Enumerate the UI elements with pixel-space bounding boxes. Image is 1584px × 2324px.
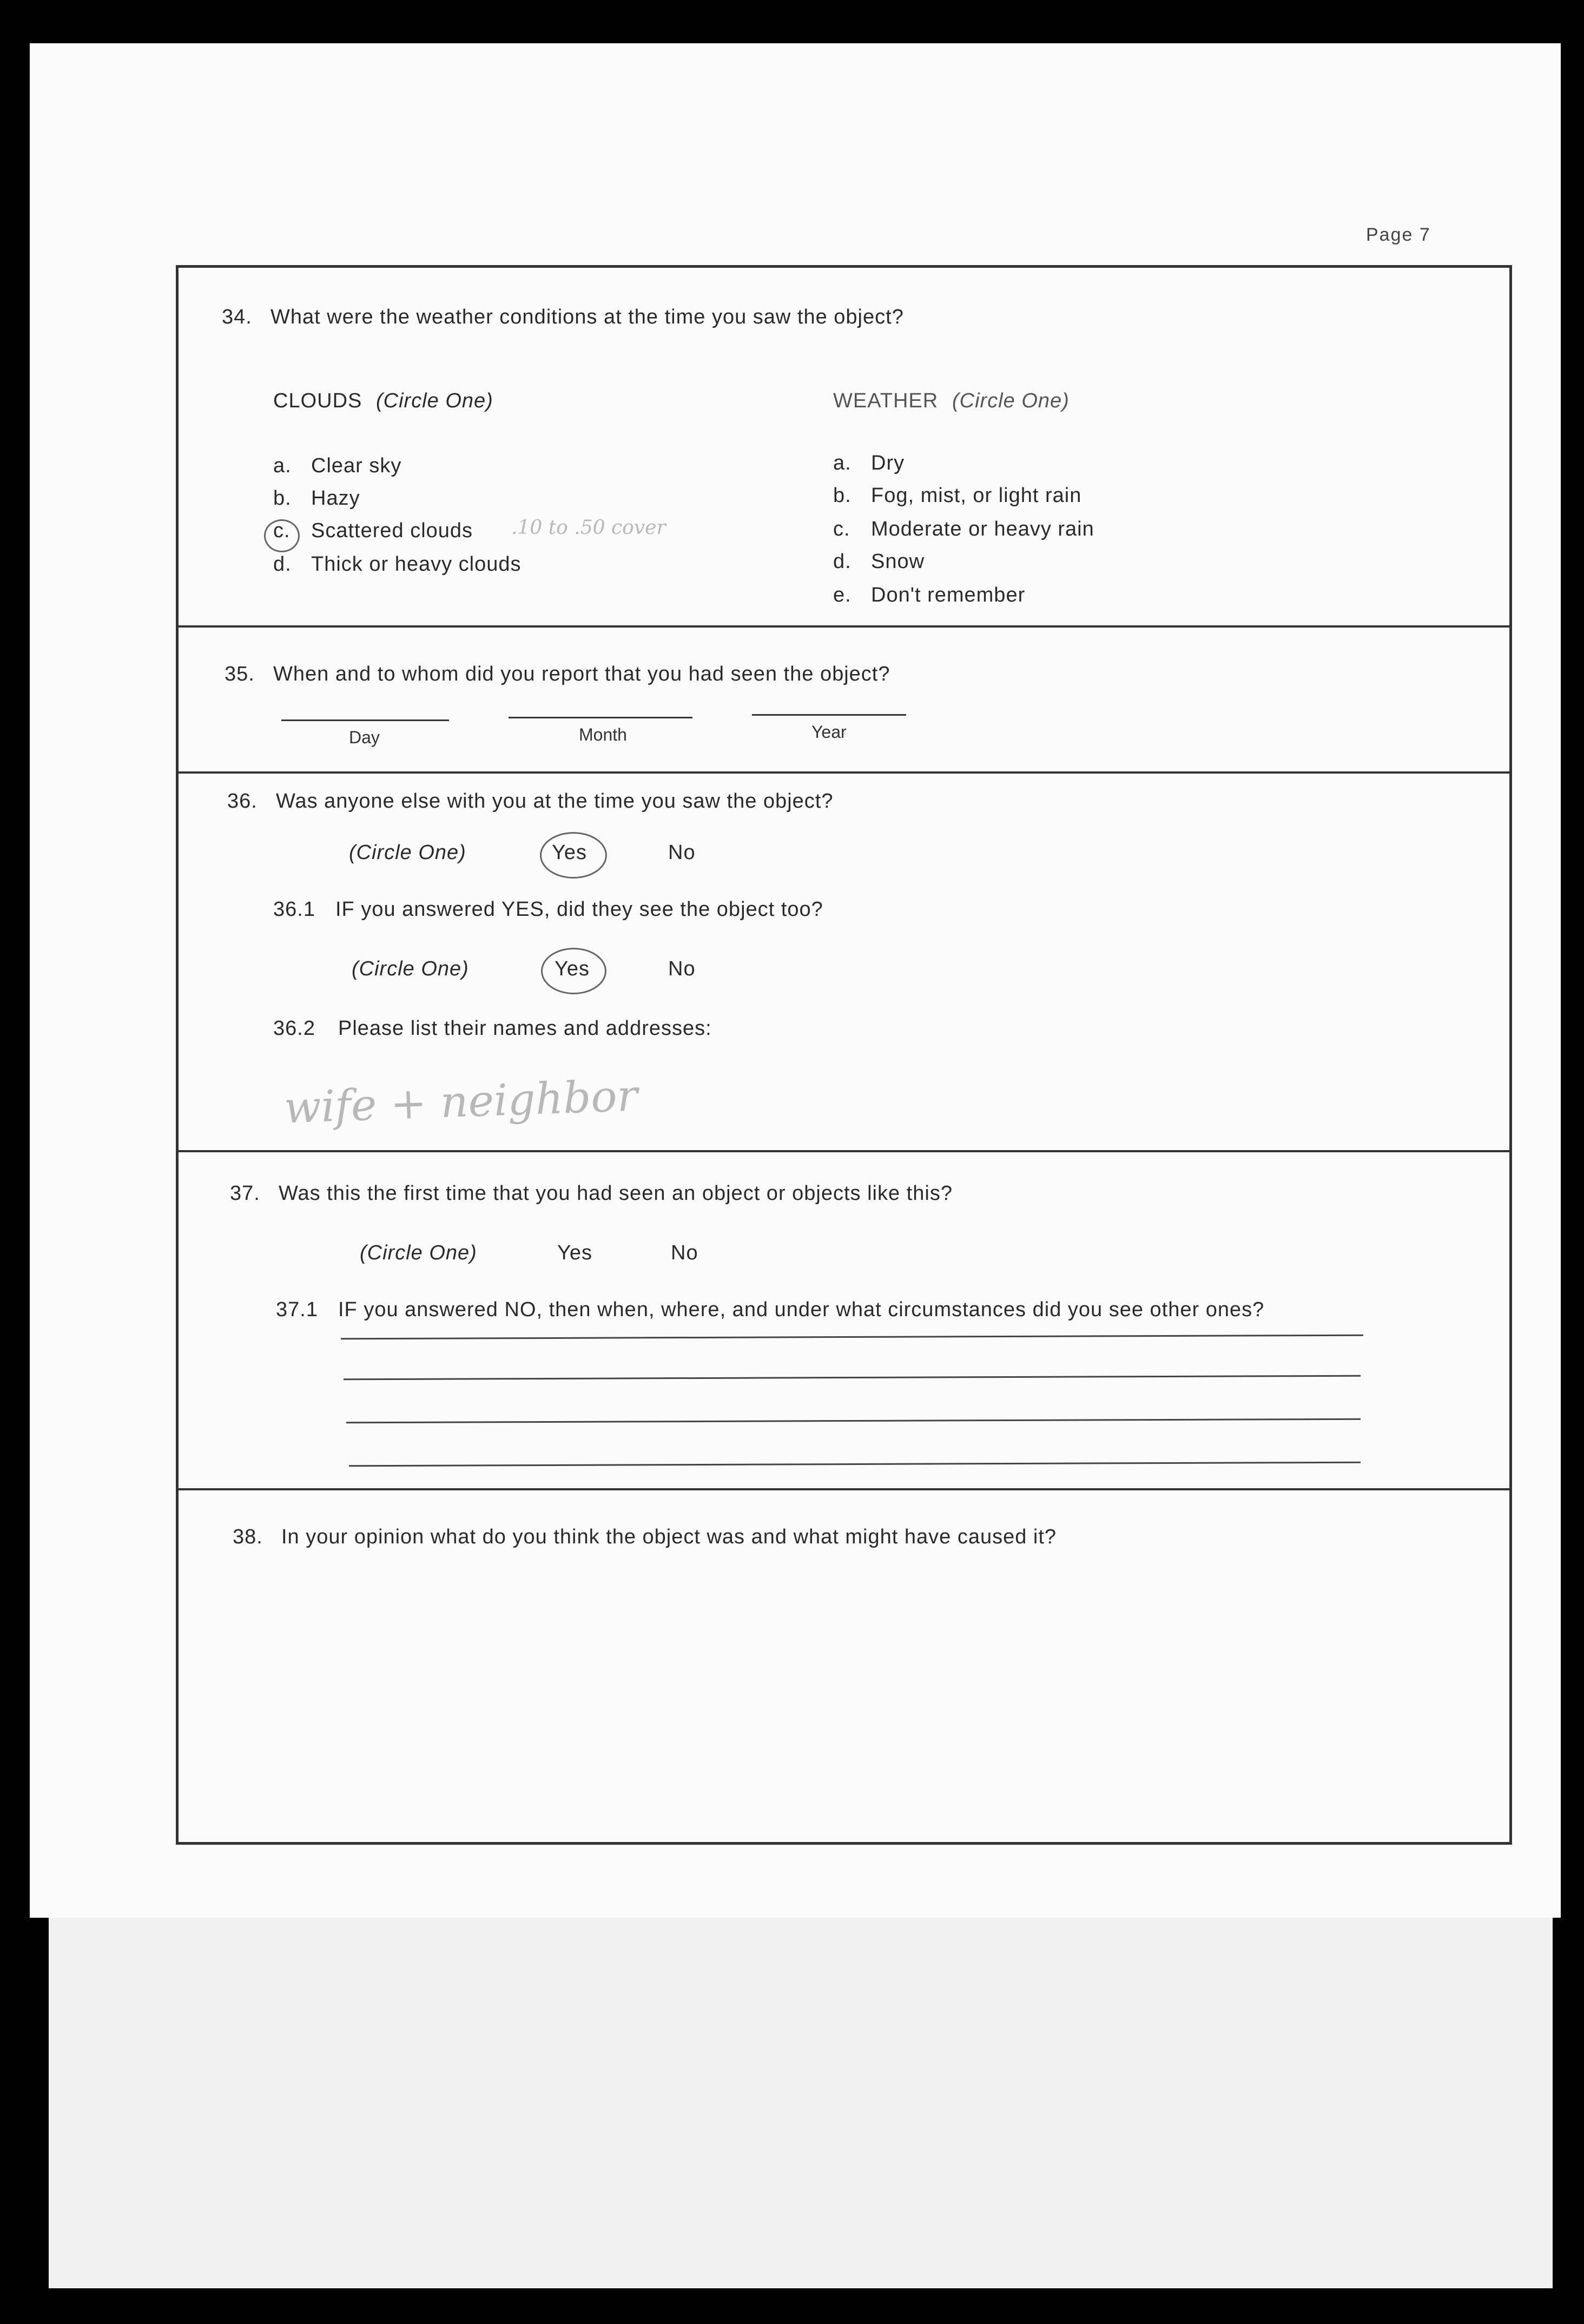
question-36-1-no-option[interactable]: No — [668, 958, 696, 980]
question-36-yes-option[interactable]: Yes — [552, 841, 587, 864]
weather-option-e-label: Don't remember — [871, 584, 1026, 606]
question-38-number: 38. — [233, 1526, 263, 1548]
question-36-1-yes-option[interactable]: Yes — [555, 958, 590, 980]
question-36-1-number: 36.1 — [273, 898, 315, 921]
clouds-option-d-label: Thick or heavy clouds — [311, 553, 522, 576]
clouds-handwritten-note: .10 to .50 cover — [511, 517, 666, 539]
question-36-2-text: Please list their names and addresses: — [338, 1017, 712, 1040]
day-field-label: Day — [349, 728, 380, 747]
answer-line-2[interactable] — [344, 1375, 1361, 1381]
question-36-2-number: 36.2 — [273, 1017, 315, 1040]
question-34-section — [179, 268, 1509, 628]
question-36-section — [179, 774, 1509, 1152]
question-37-1-number: 37.1 — [276, 1298, 318, 1321]
page-number: Page 7 — [1366, 225, 1431, 245]
question-36-1-instruction: (Circle One) — [352, 958, 469, 980]
weather-option-b-label: Fog, mist, or light rain — [871, 484, 1082, 507]
question-36-1-text: IF you answered YES, did they see the object too? — [335, 898, 823, 921]
form-frame — [176, 265, 1512, 1845]
question-36-no-option[interactable]: No — [668, 841, 696, 864]
question-35-text: When and to whom did you report that you had seen the object? — [273, 663, 890, 685]
question-36-2-handwritten-answer: wife + neighbor — [283, 1070, 639, 1133]
clouds-instruction: (Circle One) — [376, 389, 493, 412]
question-37-number: 37. — [230, 1182, 260, 1205]
question-36-instruction: (Circle One) — [349, 841, 466, 864]
weather-option-e-letter: e. — [833, 584, 852, 606]
question-36-number: 36. — [227, 790, 258, 813]
question-37-instruction: (Circle One) — [360, 1242, 477, 1264]
weather-option-c-letter: c. — [833, 518, 850, 540]
weather-option-d-letter: d. — [833, 550, 852, 573]
question-37-section — [179, 1152, 1509, 1490]
clouds-option-b-letter: b. — [273, 487, 292, 510]
month-field-line[interactable] — [509, 717, 692, 718]
question-37-1-text: IF you answered NO, then when, where, and under what circumstances did you see other ones? — [338, 1298, 1265, 1321]
month-field-label: Month — [579, 725, 627, 744]
clouds-option-d-letter: d. — [273, 553, 292, 576]
clouds-option-b-label: Hazy — [311, 487, 360, 510]
weather-instruction: (Circle One) — [952, 389, 1070, 412]
question-38-text: In your opinion what do you think the object was and what might have caused it? — [281, 1526, 1057, 1548]
question-34-text: What were the weather conditions at the time you saw the object? — [270, 306, 904, 328]
weather-option-b-letter: b. — [833, 484, 852, 507]
answer-line-4[interactable] — [349, 1462, 1361, 1467]
question-38-section — [179, 1490, 1509, 1842]
answer-line-3[interactable] — [346, 1418, 1361, 1424]
form-page — [30, 43, 1561, 1918]
clouds-option-a-label: Clear sky — [311, 454, 402, 477]
question-36-text: Was anyone else with you at the time you saw the object? — [276, 790, 834, 813]
weather-option-d-label: Snow — [871, 550, 925, 573]
answer-line-1[interactable] — [341, 1335, 1363, 1340]
year-field-line[interactable] — [752, 714, 906, 716]
question-34-number: 34. — [222, 306, 252, 328]
weather-heading: WEATHER — [833, 389, 939, 412]
question-37-text: Was this the first time that you had seen an object or objects like this? — [279, 1182, 953, 1205]
weather-option-a-letter: a. — [833, 452, 852, 474]
weather-option-a-label: Dry — [871, 452, 905, 474]
weather-option-c-label: Moderate or heavy rain — [871, 518, 1094, 540]
question-35-number: 35. — [225, 663, 255, 685]
question-35-section — [179, 628, 1509, 774]
day-field-line[interactable] — [281, 719, 449, 721]
clouds-option-c-letter: c. — [273, 519, 291, 542]
year-field-label: Year — [811, 722, 847, 742]
question-37-yes-option[interactable]: Yes — [557, 1242, 592, 1264]
clouds-heading: CLOUDS — [273, 389, 362, 412]
question-37-no-option[interactable]: No — [671, 1242, 698, 1264]
question-38-answer-area[interactable] — [233, 1566, 1450, 1820]
clouds-option-a-letter: a. — [273, 454, 292, 477]
clouds-option-c-label: Scattered clouds — [311, 519, 473, 542]
background-page — [49, 1910, 1553, 2288]
